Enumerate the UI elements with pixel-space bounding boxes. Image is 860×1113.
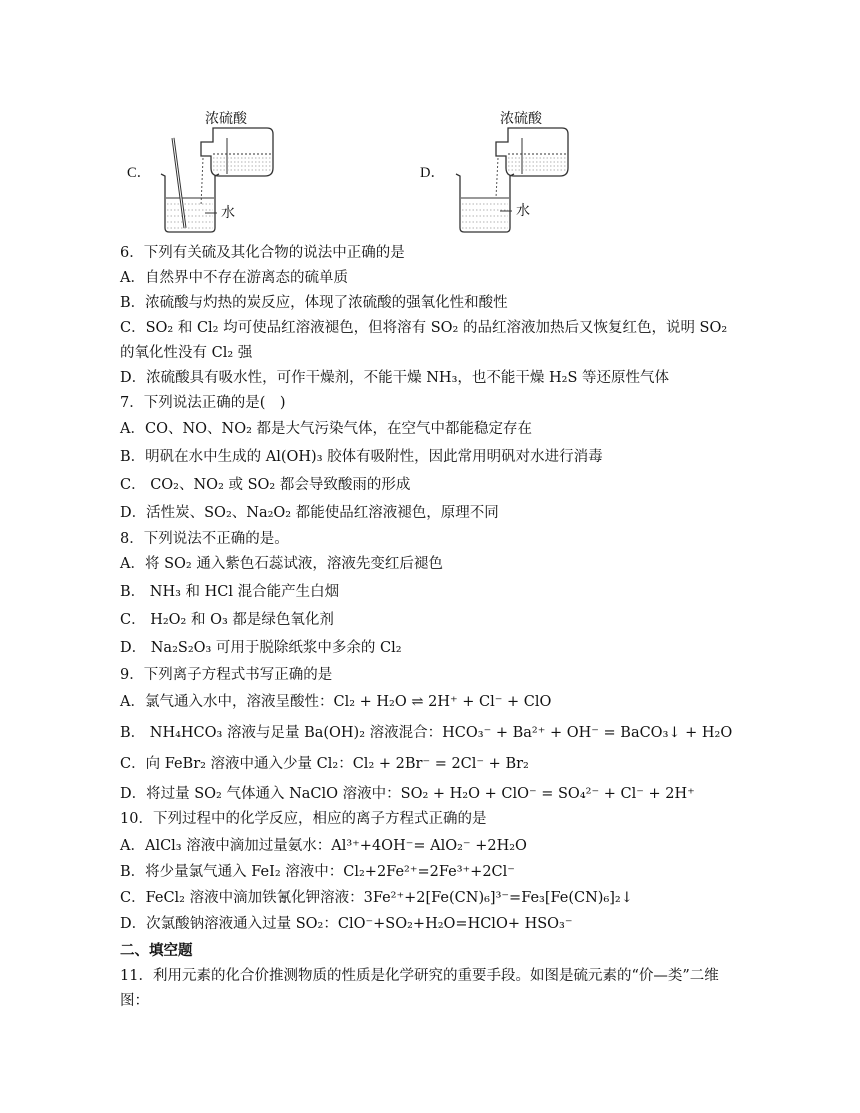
- figure-d-apparatus: [450, 98, 580, 238]
- q8-option-b: B． NH₃ 和 HCl 混合能产生白烟: [120, 584, 340, 600]
- q10-option-d: D．次氯酸钠溶液通入过量 SO₂：ClO⁻+SO₂+H₂O=HClO+ HSO₃⁻: [120, 916, 573, 932]
- q6-option-d: D．浓硫酸具有吸水性，可作干燥剂，不能干燥 NH₃，也不能干燥 H₂S 等还原性气体: [120, 370, 669, 386]
- q7-option-d: D．活性炭、SO₂、Na₂O₂ 都能使品红溶液褪色，原理不同: [120, 505, 499, 521]
- q9-option-a: A．氯气通入水中，溶液呈酸性：Cl₂ + H₂O ⇌ 2H⁺ + Cl⁻ + ClO: [120, 694, 552, 710]
- q7-option-b: B．明矾在水中生成的 Al(OH)₃ 胶体有吸附性，因此常用明矾对水进行消毒: [120, 449, 603, 465]
- water-label-c: 水: [221, 205, 235, 221]
- q10-option-b: B．将少量氯气通入 FeI₂ 溶液中：Cl₂+2Fe²⁺=2Fe³⁺+2Cl⁻: [120, 864, 515, 880]
- q6-option-c-line2: 的氧化性没有 Cl₂ 强: [120, 345, 253, 361]
- q6-stem: 6．下列有关硫及其化合物的说法中正确的是: [120, 245, 405, 261]
- option-d-label: D．: [420, 165, 445, 181]
- beaker-pour-drawing-d: [450, 98, 580, 238]
- q10-option-a: A．AlCl₃ 溶液中滴加过量氨水：Al³⁺+4OH⁻= AlO₂⁻ +2H₂O: [120, 838, 527, 854]
- q9-option-d: D．将过量 SO₂ 气体通入 NaClO 溶液中：SO₂ + H₂O + ClO⁻ = SO₄²⁻ + Cl⁻ + 2H⁺: [120, 786, 695, 802]
- beaker-pour-drawing-c: [155, 98, 285, 238]
- q6-option-b: B．浓硫酸与灼热的炭反应，体现了浓硫酸的强氧化性和酸性: [120, 295, 508, 311]
- q11-line2: 图：: [120, 993, 149, 1009]
- q9-option-b: B． NH₄HCO₃ 溶液与足量 Ba(OH)₂ 溶液混合：HCO₃⁻ + Ba²⁺ + OH⁻ = BaCO₃↓ + H₂O: [120, 725, 733, 741]
- q9-stem: 9．下列离子方程式书写正确的是: [120, 667, 333, 683]
- q8-option-d: D． Na₂S₂O₃ 可用于脱除纸浆中多余的 Cl₂: [120, 640, 402, 656]
- figure-row: [0, 98, 860, 238]
- q10-stem: 10．下列过程中的化学反应，相应的离子方程式正确的是: [120, 811, 487, 827]
- q10-option-c: C．FeCl₂ 溶液中滴加铁氰化钾溶液：3Fe²⁺+2[Fe(CN)₆]³⁻=Fe₃[Fe(CN)₆]₂↓: [120, 890, 633, 906]
- q8-option-a: A．将 SO₂ 通入紫色石蕊试液，溶液先变红后褪色: [120, 556, 443, 572]
- q7-option-c: C． CO₂、NO₂ 或 SO₂ 都会导致酸雨的形成: [120, 477, 411, 493]
- q8-stem: 8．下列说法不正确的是。: [120, 531, 289, 547]
- q7-stem: 7．下列说法正确的是( ): [120, 395, 286, 411]
- q6-option-a: A．自然界中不存在游离态的硫单质: [120, 270, 348, 286]
- water-label-d: 水: [516, 203, 530, 219]
- q9-option-c: C．向 FeBr₂ 溶液中通入少量 Cl₂：Cl₂ + 2Br⁻ = 2Cl⁻ + Br₂: [120, 756, 529, 772]
- q7-option-a: A．CO、NO、NO₂ 都是大气污染气体，在空气中都能稳定存在: [120, 421, 533, 437]
- acid-label-d: 浓硫酸: [500, 111, 542, 127]
- acid-label-c: 浓硫酸: [205, 111, 247, 127]
- q6-option-c-line1: C．SO₂ 和 Cl₂ 均可使品红溶液褪色，但将溶有 SO₂ 的品红溶液加热后又恢复红色，说明 SO₂: [120, 320, 728, 336]
- figure-c-apparatus: [155, 98, 285, 238]
- q11-line1: 11．利用元素的化合价推测物质的性质是化学研究的重要手段。如图是硫元素的“价—类”二维: [120, 968, 719, 984]
- section-title-fill-in: 二、填空题: [120, 942, 193, 959]
- q8-option-c: C． H₂O₂ 和 O₃ 都是绿色氧化剂: [120, 612, 334, 628]
- option-c-label: C．: [127, 165, 152, 181]
